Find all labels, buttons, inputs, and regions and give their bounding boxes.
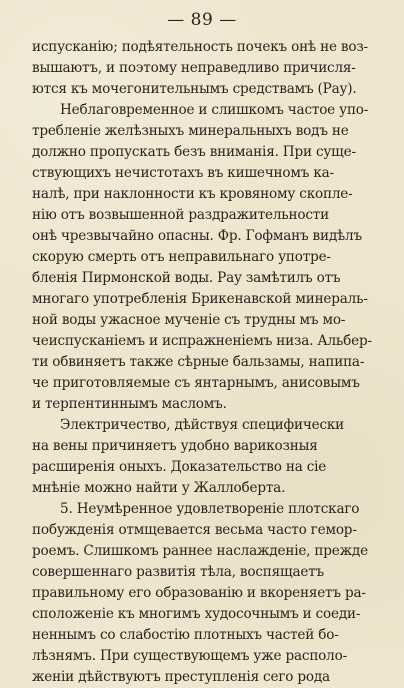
text-line: женіи дѣйствуютъ преступленія сего рода [32,669,330,685]
text-line: скорую смерть отъ неправильнаго употре- [32,249,331,265]
text-line: чe приготовляемые съ янтарнымъ, анисовымъ [32,375,360,391]
text-line: ной воды ужасное мученіе съ трудны мъ мо- [32,312,346,328]
text-line: испусканію; подѣятельность почекъ онѣ не воз- [32,39,368,55]
text-line: ствующихъ нечистотахъ въ кишечномъ ка- [32,165,334,181]
text-line: ти обвиняетъ также сѣрные бальзамы, напипа- [32,354,365,370]
paragraph-first-line: 5. Неумѣренное удовлетвореніе плотскаго [60,501,360,517]
text-line: и терпентиннымъ масломъ. [32,396,227,412]
text-line: сположеніе къ многимъ худосочнымъ и соеди- [32,606,361,622]
text-line: бленія Пирмонской воды. Рау замѣтилъ отъ [32,270,341,286]
text-line: ются къ мочегонительнымъ средствамъ (Рау). [32,81,357,97]
text-line: вышаютъ, и поэтому неправедливо причисля- [32,60,356,76]
page-text [32,37,378,688]
text-line: правильному его образованію и вкореняетъ ра- [32,585,366,601]
text-line: чеиспусканіемъ и испражненіемъ низа. Альбер- [32,333,372,349]
paragraph-first-line: Электричество, дѣйствуя специфически [60,417,345,433]
text-line: совершеннаго развитія тѣла, воспящаетъ [32,564,324,580]
text-line: требленіе желѣзныхъ минеральныхъ водъ не [32,123,349,139]
paragraph-first-line: Неблаговременное и слишкомъ частое упо- [60,102,369,118]
text-line: на вены причиняетъ удобно варикозныя [32,438,318,454]
text-line: роемъ. Слишкомъ раннее наслажденіе, прежде [32,543,368,559]
page-number: — 89 — [167,10,237,30]
text-line: неннымъ со слабостію плотныхъ частей бо- [32,627,339,643]
text-line: онѣ чрезвычайно опасны. Фр. Гофманъ видѣлъ [32,228,362,244]
text-line: налѣ, при наклонности къ кровяному скопле- [32,186,353,202]
text-line: лѣзнямъ. При существующемъ уже располо- [32,648,347,664]
text-line: мнѣніе можно найти у Жаллоберта. [32,480,286,496]
text-line: нію отъ возвышенной раздражительности [32,207,329,223]
text-line: многаго употребленія Брикенавской минераль- [32,291,368,307]
text-line: должно пропускать безъ вниманія. При суще- [32,144,356,160]
text-line: побужденія отмщевается весьма часто гемор- [32,522,357,538]
text-line: расширенія оныхъ. Доказательство на сіе [32,459,327,475]
